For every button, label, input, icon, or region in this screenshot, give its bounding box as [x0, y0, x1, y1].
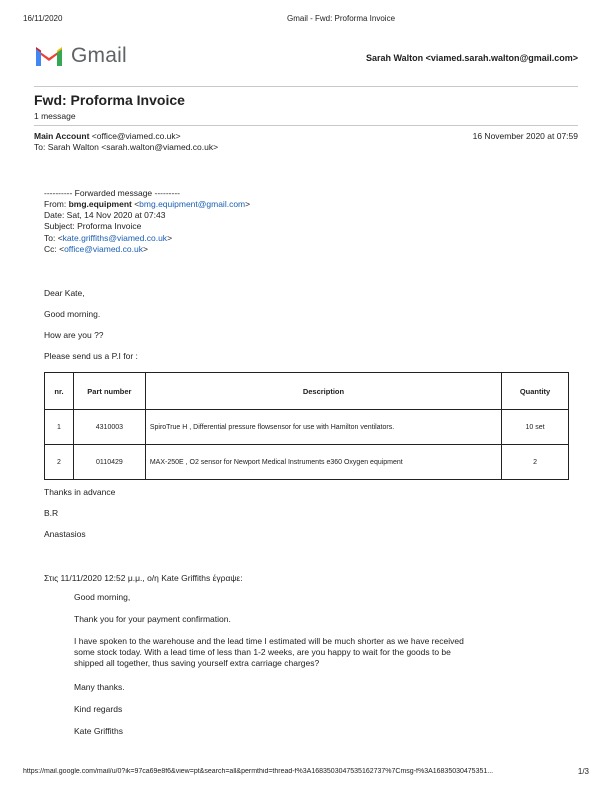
body-regards: B.R: [44, 508, 59, 518]
account-label: Sarah Walton <viamed.sarah.walton@gmail.com>: [365, 53, 578, 63]
forward-date: Date: Sat, 14 Nov 2020 at 07:43: [44, 210, 166, 220]
header-description: Description: [145, 373, 501, 410]
cell-part-number: 4310003: [73, 410, 145, 445]
forward-from-close: >: [245, 199, 251, 209]
quoted-signature: Kate Griffiths: [74, 726, 123, 736]
quoted-intro: Στις 11/11/2020 12:52 μ.μ., ο/η Kate Griffiths έγραψε:: [44, 573, 243, 583]
forward-cc-email-link[interactable]: office@viamed.co.uk: [64, 244, 143, 254]
body-line-3: Please send us a P.I for :: [44, 351, 138, 361]
forward-to-label: To: <: [44, 233, 63, 243]
forward-separator: ---------- Forwarded message ---------: [44, 188, 180, 198]
forward-from-open: <: [131, 199, 140, 209]
header-quantity: Quantity: [502, 373, 569, 410]
quoted-paragraph-line-2: some stock today. With a lead time of less than 1-2 weeks, are you happy to wait for the goods to be: [74, 647, 451, 657]
message-sender: [34, 131, 181, 141]
quoted-greeting: Good morning,: [74, 592, 131, 602]
cell-description: SpiroTrue H , Differential pressure flowsensor for use with Hamilton ventilators.: [145, 410, 501, 445]
body-greeting: Dear Kate,: [44, 288, 85, 298]
header-nr: nr.: [45, 373, 74, 410]
quoted-paragraph-line-3: shipped all together, thus saving yourself extra carriage charges?: [74, 658, 320, 668]
print-date: 16/11/2020: [23, 14, 63, 23]
message-recipient: To: Sarah Walton <sarah.walton@viamed.co.uk>: [34, 142, 219, 152]
body-thanks: Thanks in advance: [44, 487, 116, 497]
body-line-1: Good morning.: [44, 309, 101, 319]
cell-nr: 1: [45, 410, 74, 445]
forward-cc-label: Cc: <: [44, 244, 65, 254]
subject-divider: [34, 125, 578, 126]
cell-part-number: 0110429: [73, 445, 145, 480]
thread-subject: Fwd: Proforma Invoice: [34, 92, 185, 108]
sender-name: Main Account: [34, 131, 90, 141]
forward-to-email-link[interactable]: kate.griffiths@viamed.co.uk: [62, 233, 168, 243]
header-part-number: Part number: [73, 373, 145, 410]
quoted-paragraph-line-1: I have spoken to the warehouse and the lead time I estimated will be much shorter as we have received: [74, 636, 464, 646]
cell-nr: 2: [45, 445, 74, 480]
cell-quantity: 10 set: [502, 410, 569, 445]
body-signature: Anastasios: [44, 529, 86, 539]
parts-table: [44, 372, 569, 480]
forward-from-label: From:: [44, 199, 69, 209]
sender-email: <office@viamed.co.uk>: [91, 131, 181, 141]
forward-from-email-link[interactable]: bmg.equipment@gmail.com: [139, 199, 246, 209]
print-title: Gmail - Fwd: Proforma Invoice: [287, 14, 396, 23]
forward-cc-close: >: [142, 244, 148, 254]
table-row: [45, 445, 569, 480]
body-line-2: How are you ??: [44, 330, 104, 340]
forward-to-close: >: [167, 233, 173, 243]
print-page-number: 1/3: [577, 767, 589, 776]
gmail-logo-icon: [34, 44, 64, 68]
header-divider: [34, 86, 578, 87]
table-header-row: [45, 373, 569, 410]
forward-cc: [44, 244, 148, 254]
cell-quantity: 2: [502, 445, 569, 480]
forward-to: [44, 233, 172, 243]
print-url: https://mail.google.com/mail/u/0?ik=97ca69e8f6&view=pt&search=all&permthid=thread-f%3A1683503047535162737%7Cmsg-f%3A16835030475351...: [23, 768, 494, 775]
message-date: 16 November 2020 at 07:59: [472, 131, 578, 141]
table-row: [45, 410, 569, 445]
message-count: 1 message: [34, 111, 76, 121]
forward-from: [44, 199, 250, 209]
cell-description: MAX-250E , O2 sensor for Newport Medical Instruments e360 Oxygen equipment: [145, 445, 501, 480]
quoted-thanks: Thank you for your payment confirmation.: [74, 614, 231, 624]
forward-subject: Subject: Proforma Invoice: [44, 221, 142, 231]
forward-from-name: bmg.equipment: [68, 199, 132, 209]
quoted-many-thanks: Many thanks.: [74, 682, 125, 692]
gmail-wordmark: Gmail: [71, 44, 127, 67]
quoted-kind-regards: Kind regards: [74, 704, 123, 714]
